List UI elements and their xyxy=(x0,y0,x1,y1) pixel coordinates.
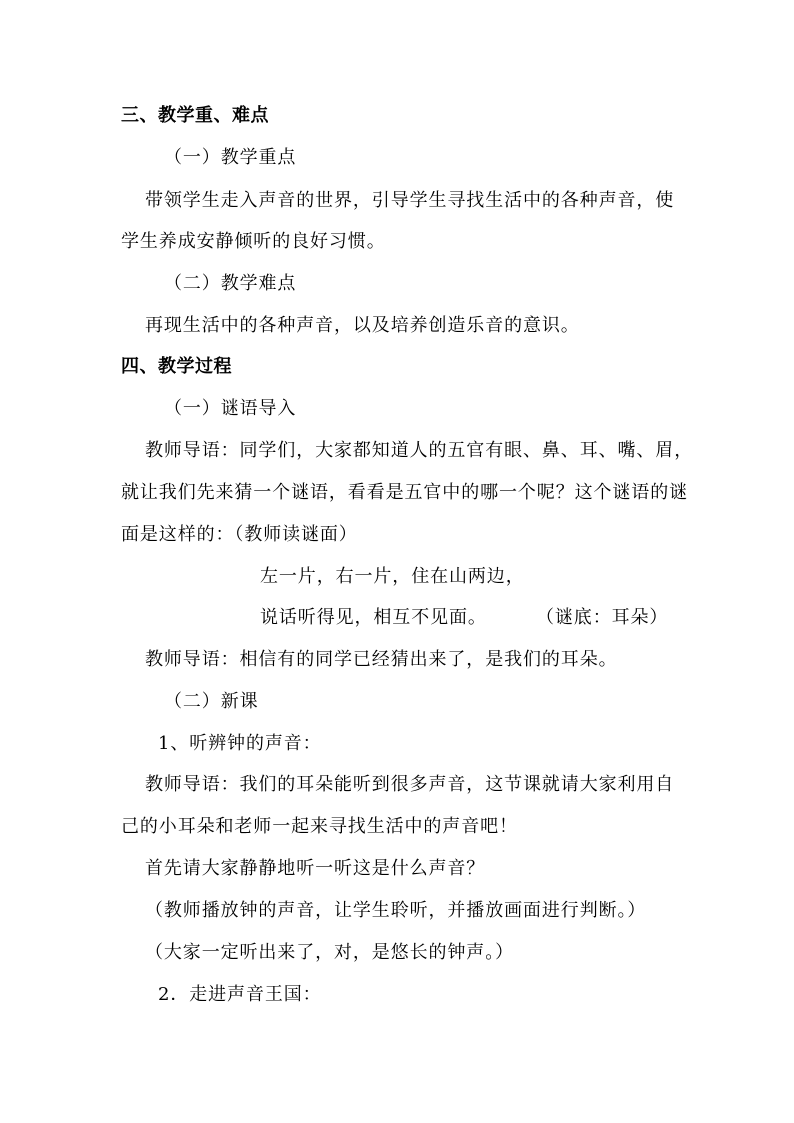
list-item-title: 2．走进声音王国： xyxy=(158,984,322,1005)
subsection-title-new-lesson: （二）新课 xyxy=(164,691,259,712)
paragraph-line: 再现生活中的各种声音，以及培养创造乐音的意识。 xyxy=(145,315,580,336)
section-heading-teaching-process: 四、教学过程 xyxy=(121,356,232,377)
paragraph-line: 面是这样的：（教师读谜面） xyxy=(121,524,358,545)
paragraph-line: 己的小耳朵和老师一起来寻找生活中的声音吧！ xyxy=(121,816,518,837)
paragraph-line: 带领学生走入声音的世界，引导学生寻找生活中的各种声音，使 xyxy=(145,190,675,211)
paragraph-line: 学生养成安静倾听的良好习惯。 xyxy=(121,231,386,252)
subsection-title-riddle-intro: （一）谜语导入 xyxy=(164,398,297,419)
section-heading-teaching-focus: 三、教学重、难点 xyxy=(121,105,269,126)
paragraph-line: 教师导语：相信有的同学已经猜出来了，是我们的耳朵。 xyxy=(145,649,618,670)
paragraph-line: （教师播放钟的声音，让学生聆听，并播放画面进行判断。） xyxy=(145,900,647,921)
paragraph-line: 就让我们先来猜一个谜语，看看是五官中的哪一个呢？这个谜语的谜 xyxy=(121,482,688,503)
paragraph-line: 首先请大家静静地听一听这是什么声音？ xyxy=(145,858,486,879)
riddle-answer: （谜底：耳朵） xyxy=(536,607,669,628)
paragraph-line: 教师导语：同学们，大家都知道人的五官有眼、鼻、耳、嘴、眉， xyxy=(145,440,694,461)
paragraph-line: 教师导语：我们的耳朵能听到很多声音，这节课就请大家利用自 xyxy=(145,774,675,795)
riddle-line: 左一片，右一片，住在山两边， xyxy=(260,566,525,587)
riddle-line: 说话听得见，相互不见面。 xyxy=(260,607,487,628)
list-item-title: 1、听辨钟的声音： xyxy=(158,733,322,754)
subsection-title-teaching-key: （一）教学重点 xyxy=(164,147,297,168)
paragraph-line: （大家一定听出来了，对，是悠长的钟声。） xyxy=(145,942,514,963)
subsection-title-teaching-difficulty: （二）教学难点 xyxy=(164,273,297,294)
